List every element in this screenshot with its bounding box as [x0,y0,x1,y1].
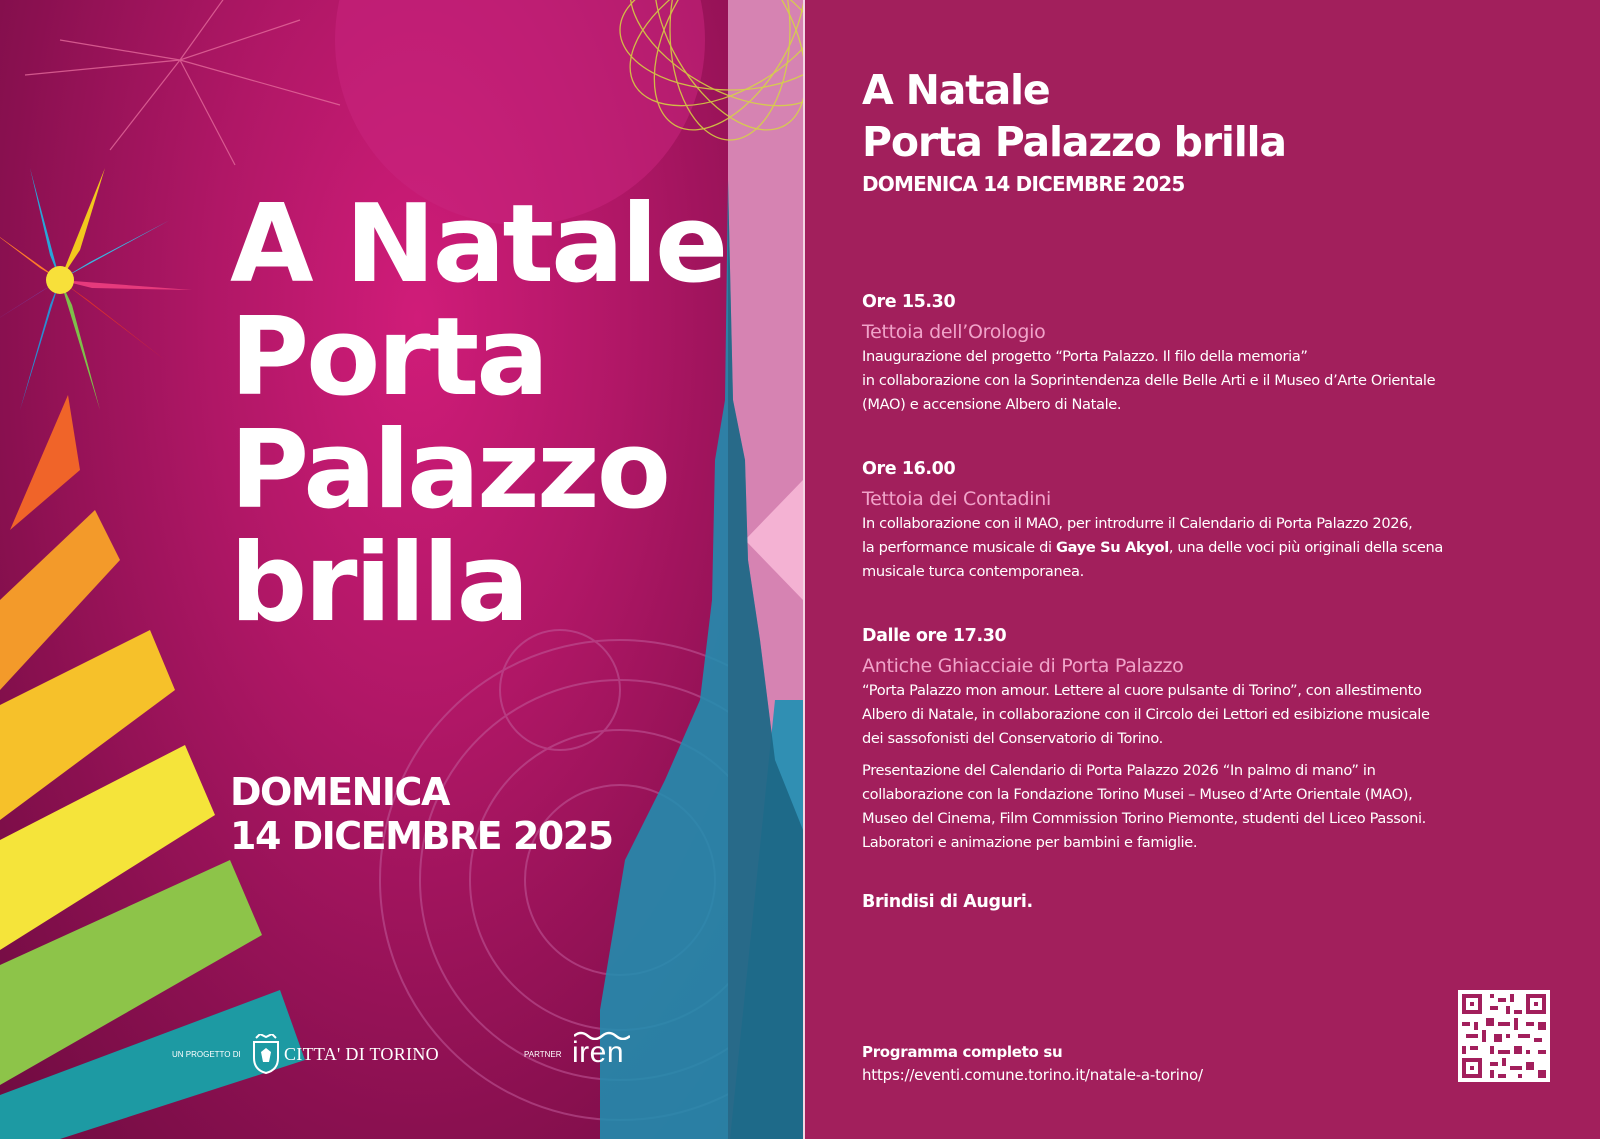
panel-divider [803,0,805,1139]
event-description [862,512,1502,584]
poster-title-line: brilla [230,521,527,646]
event-time: Ore 15.30 [862,292,956,312]
poster-date [230,770,613,858]
event-description-line: Inaugurazione del progetto “Porta Palazzo. Il filo della memoria” [862,348,1308,365]
qr-code-icon[interactable] [1458,990,1550,1082]
poster-footer [172,1030,652,1080]
event-description-line: Presentazione del Calendario di Porta Palazzo 2026 “In palmo di mano” in [862,762,1376,779]
event-description-line: In collaborazione con il MAO, per introdurre il Calendario di Porta Palazzo 2026, [862,515,1413,532]
poster-date-line: DOMENICA [230,770,449,814]
partner-label: PARTNER [524,1050,562,1059]
city-crest-icon [250,1034,282,1074]
program-url-link[interactable]: https://eventi.comune.torino.it/natale-a-torino/ [862,1066,1203,1084]
star-icon [0,168,192,410]
event-description-text: la performance musicale di [862,539,1057,556]
poster-title-line: A Natale [230,182,726,307]
program-date: DOMENICA 14 DICEMBRE 2025 [862,172,1185,196]
event-description-line: “Porta Palazzo mon amour. Lettere al cuore pulsante di Torino”, con allestimento [862,682,1422,699]
event-item [862,290,1502,417]
program-title-line: Porta Palazzo brilla [862,118,1286,166]
event-description-line: Laboratori e animazione per bambini e famiglie. [862,834,1198,851]
event-description [862,679,1502,751]
event-description-line: Albero di Natale, in collaborazione con il Circolo dei Lettori ed esibizione musicale [862,706,1430,723]
program-panel [862,0,1512,1139]
event-place: Antiche Ghiacciaie di Porta Palazzo [862,655,1184,677]
poster-title-line: Porta [230,295,547,420]
event-description [862,759,1502,855]
event-item [862,457,1502,584]
event-time: Ore 16.00 [862,459,956,479]
poster-title-line: Palazzo [230,408,668,533]
event-description-line: collaborazione con la Fondazione Torino Musei – Museo d’Arte Orientale (MAO), [862,786,1413,803]
event-description-line: musicale turca contemporanea. [862,563,1084,580]
artist-name: Gaye Su Akyol [1056,539,1169,556]
closing-note: Brindisi di Auguri. [862,892,1033,912]
poster-date-line: 14 DICEMBRE 2025 [230,814,613,858]
partner-name: iren [572,1036,625,1069]
event-description-line: in collaborazione con la Soprintendenza delle Belle Arti e il Museo d’Arte Orientale [862,372,1436,389]
poster-title [230,182,726,646]
event-description-line: Museo del Cinema, Film Commission Torino Piemonte, studenti del Liceo Passoni. [862,810,1426,827]
city-name: CITTA' DI TORINO [284,1044,439,1064]
event-description-line: dei sassofonisti del Conservatorio di Torino. [862,730,1163,747]
event-time: Dalle ore 17.30 [862,626,1007,646]
event-place: Tettoia dei Contadini [862,488,1052,510]
outline-star-decor [25,0,340,165]
event-place: Tettoia dell’Orologio [862,321,1046,343]
event-item [862,624,1502,855]
project-label: UN PROGETTO DI [172,1050,241,1059]
program-label: Programma completo su [862,1043,1063,1061]
event-description-line [862,536,1502,560]
program-title [862,64,1286,168]
event-description-line: (MAO) e accensione Albero di Natale. [862,396,1122,413]
event-description-text: , una delle voci più originali della scena [1168,539,1443,556]
program-title-line: A Natale [862,66,1050,114]
event-description [862,345,1502,417]
